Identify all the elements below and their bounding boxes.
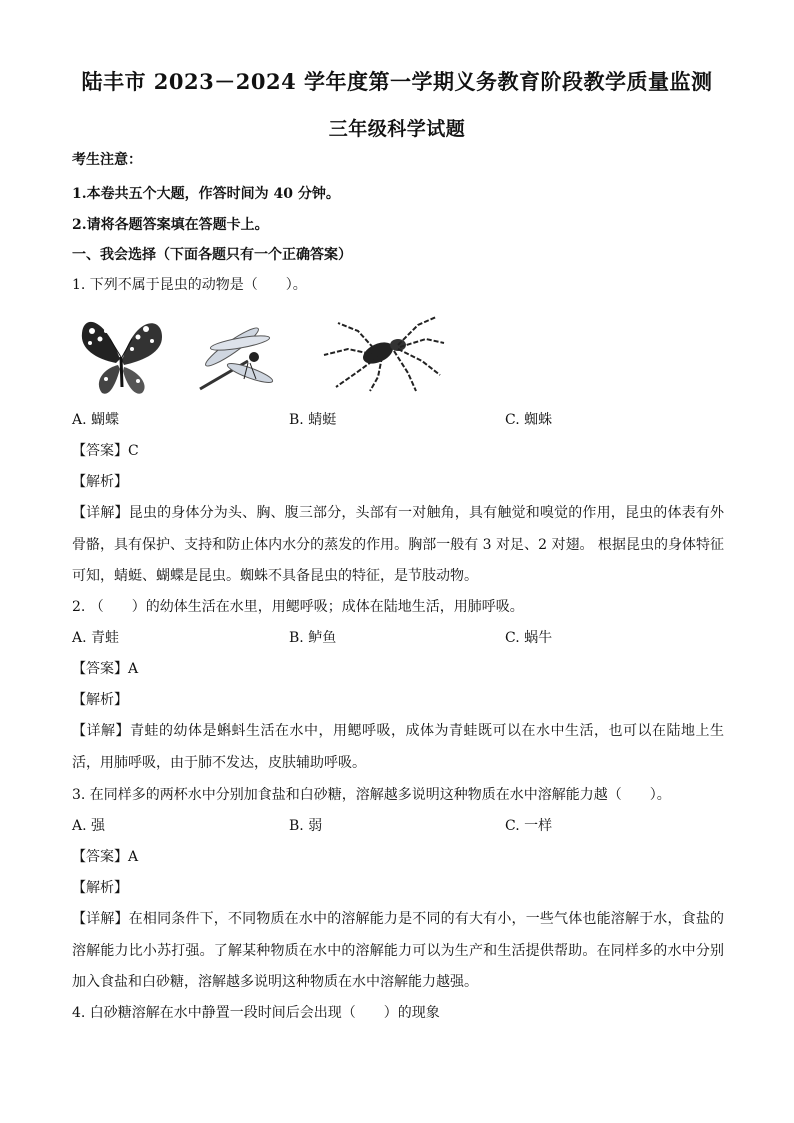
notice-heading: 考生注意： [72, 152, 142, 168]
question-1-analysis-label: 【解析】 [72, 474, 128, 490]
question-3-detail [72, 904, 724, 999]
spider-image [318, 313, 448, 393]
question-3-option-c: C. 一样 [505, 818, 553, 834]
answer-value: A [128, 661, 139, 677]
answer-label: 【答案】 [72, 849, 128, 865]
question-1-answer [72, 441, 722, 461]
notice-item-2: 2.请将各题答案填在答题卡上。 [72, 217, 269, 233]
detail-label: 【详解】 [72, 505, 129, 521]
detail-text: 昆虫的身体分为头、胸、腹三部分，头部有一对触角，具有触觉和嗅觉的作用，昆虫的体表有外骨骼，具有保护、支持和防止体内水分的蒸发的作用。胸部一般有 3 对足、2 对翅。 根据昆虫的身体特征可知，蜻蜓、蝴蝶是昆虫。蜘蛛不具备昆虫的特征，是节肢动物。 [72, 505, 725, 584]
notice-item-1: 1.本卷共五个大题，作答时间为 40 分钟。 [72, 186, 340, 202]
question-1-images [72, 305, 492, 400]
question-1-option-a: A. 蝴蝶 [72, 412, 120, 428]
question-3-stem: 3. 在同样多的两杯水中分别加食盐和白砂糖，溶解越多说明这种物质在水中溶解能力越（ ）。 [72, 787, 671, 803]
detail-text: 青蛙的幼体是蝌蚪生活在水中，用鳃呼吸，成体为青蛙既可以在水中生活，也可以在陆地上生活，用肺呼吸，由于肺不发达，皮肤辅助呼吸。 [72, 723, 724, 771]
detail-label: 【详解】 [72, 911, 129, 927]
answer-label: 【答案】 [72, 443, 128, 459]
question-2-option-c: C. 蜗牛 [505, 630, 553, 646]
question-1-detail [72, 498, 724, 593]
page-title: 陆丰市 2023－2024 学年度第一学期义务教育阶段教学质量监测 [81, 69, 713, 94]
question-3-option-b: B. 弱 [289, 818, 323, 834]
butterfly-image [76, 309, 168, 397]
section-heading: 一、我会选择（下面各题只有一个正确答案） [72, 247, 352, 263]
question-2-answer [72, 659, 722, 679]
answer-label: 【答案】 [72, 661, 128, 677]
question-1-option-b: B. 蜻蜓 [289, 412, 337, 428]
detail-label: 【详解】 [72, 723, 130, 739]
question-2-option-a: A. 青蛙 [72, 630, 120, 646]
question-4-stem: 4. 白砂糖溶解在水中静置一段时间后会出现（ ）的现象 [72, 1005, 440, 1021]
question-2-analysis-label: 【解析】 [72, 692, 128, 708]
dragonfly-image [190, 317, 286, 397]
question-2-option-b: B. 鲈鱼 [289, 630, 337, 646]
answer-value: C [128, 443, 139, 459]
question-3-answer [72, 847, 722, 867]
page-subtitle: 三年级科学试题 [328, 118, 466, 140]
question-1-stem: 1. 下列不属于昆虫的动物是（ ）。 [72, 277, 307, 293]
answer-value: A [128, 849, 139, 865]
question-3-analysis-label: 【解析】 [72, 880, 128, 896]
question-2-detail [72, 716, 724, 779]
question-3-option-a: A. 强 [72, 818, 106, 834]
question-2-stem: 2. （ ）的幼体生活在水里，用鳃呼吸；成体在陆地生活，用肺呼吸。 [72, 599, 524, 615]
detail-text: 在相同条件下，不同物质在水中的溶解能力是不同的有大有小，一些气体也能溶解于水，食盐的溶解能力比小苏打强。了解某种物质在水中的溶解能力可以为生产和生活提供帮助。在同样多的水中分别加入食盐和白砂糖，溶解越多说明这种物质在水中溶解能力越强。 [72, 911, 725, 990]
question-1-option-c: C. 蜘蛛 [505, 412, 553, 428]
